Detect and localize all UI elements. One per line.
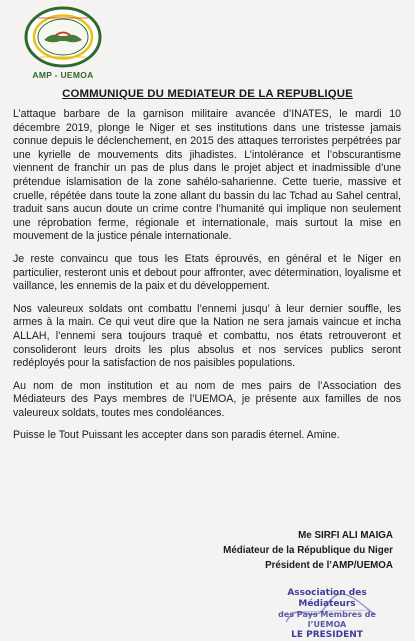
signatory-org: Président de l’AMP/UEMOA <box>265 560 393 571</box>
official-stamp <box>262 588 392 640</box>
paragraph: Nos valeureux soldats ont combattu l’ennemi jusqu’ à leur dernier souffle, les armes à la main. Ce qui veut dire que la Nation ne sera jamais vaincue et incha ALLAH, l’ennemi sera toujours traqué et combattu, nos états retrouveront et consolideront leurs droits les plus absolus et nos services publics seront redéployés pour la satisfaction de nos paisibles populations. <box>13 302 401 370</box>
signatory-role: Médiateur de la République du Niger <box>223 545 393 556</box>
stamp-line: l’UEMOA <box>307 620 347 629</box>
logo-caption: AMP - UEMOA <box>32 70 94 80</box>
paragraph: Je reste convaincu que tous les Etats éprouvés, en général et le Niger en particulier, resteront unis et debout pour affronter, avec détermination, loyalisme et vaillance, les ennemis de la paix et du développement. <box>13 252 401 293</box>
page-title: COMMUNIQUE DU MEDIATEUR DE LA REPUBLIQUE <box>62 88 353 100</box>
communique-body <box>13 108 401 452</box>
stamp-line: Association des Médiateurs <box>287 588 367 609</box>
stamp-line: des Pays Membres de <box>278 610 376 619</box>
amp-uemoa-logo <box>22 6 104 82</box>
paragraph: Puisse le Tout Puissant les accepter dans son paradis éternel. Amine. <box>13 429 340 442</box>
paragraph: L’attaque barbare de la garnison militaire avancée d’INATES, le mardi 10 décembre 2019, plonge le Niger et ses institutions dans une tristesse jamais connue depuis le déclenchement, en 2015 des attaques terroristes perpétrées par une kyrielle de mouvements dits jihadistes. L’intolérance et l’obscurantisme viennent de franchir un pas de plus dans le projet abject et inadmissible d’une prétendue islamisation de la zone sahélo-saharienne. Cette tuerie, massive et cruelle, répétée dans toute la zone allant du bassin du lac Tchad au Sahel central, traduit sans aucun doute un crime contre l’humanité qui implique non seulement une réprobation ferme, régionale et internationale, mais surtout la mise en mouvement de la justice pénale internationale. <box>13 108 401 243</box>
paragraph: Au nom de mon institution et au nom de mes pairs de l’Association des Médiateurs des Pays membres de l’UEMOA, je présente aux familles de nos valeureux soldats, toutes mes condoléances. <box>13 379 401 419</box>
logo-emblem-icon <box>22 6 104 70</box>
signature-block <box>223 528 393 573</box>
stamp-line: LE PRESIDENT <box>291 630 363 640</box>
signatory-name: Me SIRFI ALI MAIGA <box>298 530 393 541</box>
